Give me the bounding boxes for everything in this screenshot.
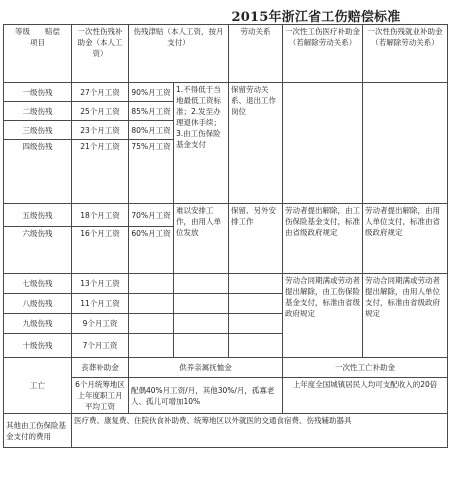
onetime-cell: 16个月工资 — [72, 227, 129, 274]
fund-value: 医疗费、康复费、住院伙食补助费、统筹地区以外就医的交通食宿费、伤残辅助器具 — [72, 414, 448, 448]
death-onetime-value: 上年度全国城镇居民人均可支配收入的20倍 — [283, 378, 448, 414]
allowance-empty — [129, 274, 174, 294]
allowance-empty — [129, 314, 174, 334]
grade-cell: 五级伤残 — [4, 204, 72, 227]
grade-cell: 四级伤残 — [4, 140, 72, 204]
funeral-header: 丧葬补助金 — [72, 358, 129, 378]
onetime-disability-header: 一次性伤残补助金（本人工资） — [72, 25, 129, 83]
onetime-cell: 11个月工资 — [72, 294, 129, 314]
grade-cell: 一级伤残 — [4, 83, 72, 102]
labor-empty — [229, 274, 283, 294]
allowance-note-empty — [174, 274, 229, 294]
allowance-note-1-4: 1.不得低于当地最低工资标准；2.发至办理退休手续；3.由工伤保险基金支付 — [174, 83, 229, 204]
employment-empty-1-4 — [363, 83, 448, 204]
dependents-value: 配偶40%月工资/月，其他30%/月，孤寡老人、孤儿可增加10% — [129, 378, 283, 414]
grade-cell: 六级伤残 — [4, 227, 72, 274]
death-onetime-header: 一次性工亡补助金 — [283, 358, 448, 378]
allowance-cell: 90%月工资 — [129, 83, 174, 102]
onetime-cell: 7个月工资 — [72, 334, 129, 358]
allowance-header: 伤残津贴（本人工资，按月支付） — [129, 25, 229, 83]
labor-note-1-4: 保留劳动关系、退出工作岗位 — [229, 83, 283, 204]
onetime-cell: 23个月工资 — [72, 121, 129, 140]
labor-relation-header: 劳动关系 — [229, 25, 283, 83]
compensation-table — [3, 24, 448, 448]
labor-empty — [229, 294, 283, 314]
allowance-cell: 75%月工资 — [129, 140, 174, 204]
onetime-cell: 27个月工资 — [72, 83, 129, 102]
labor-empty — [229, 334, 283, 358]
onetime-cell: 9个月工资 — [72, 314, 129, 334]
allowance-empty — [129, 334, 174, 358]
grade-cell: 二级伤残 — [4, 102, 72, 121]
allowance-note-5-6: 难以安排工作，由用人单位发放 — [174, 204, 229, 274]
allowance-cell: 70%月工资 — [129, 204, 174, 227]
onetime-cell: 25个月工资 — [72, 102, 129, 121]
grade-cell: 七级伤残 — [4, 274, 72, 294]
employment-note-7-10: 劳动合同期满或劳动者提出解除，由用人单位支付，标准由省级政府规定 — [363, 274, 448, 358]
allowance-note-empty — [174, 334, 229, 358]
labor-note-5-6: 保留、另外安排工作 — [229, 204, 283, 274]
fund-label: 其他由工伤保险基金支付的费用 — [4, 414, 72, 448]
allowance-cell: 80%月工资 — [129, 121, 174, 140]
employment-note-5-6: 劳动者提出解除，由用人单位支付，标准由省级政府规定 — [363, 204, 448, 274]
medical-empty-1-4 — [283, 83, 363, 204]
page-title: 2015年浙江省工伤赔偿标准 — [231, 10, 401, 25]
grade-header: 等级 赔偿 项目 — [4, 25, 72, 83]
funeral-value: 6个月统筹地区上年度职工月平均工资 — [72, 378, 129, 414]
allowance-cell: 60%月工资 — [129, 227, 174, 274]
allowance-note-empty — [174, 314, 229, 334]
employment-subsidy-header: 一次性伤残就业补助金（若解除劳动关系） — [363, 25, 448, 83]
medical-note-7-10: 劳动合同期满或劳动者提出解除，由工伤保险基金支付，标准由省级政府规定 — [283, 274, 363, 358]
medical-note-5-6: 劳动者提出解除，由工伤保险基金支付，标准由省级政府规定 — [283, 204, 363, 274]
onetime-cell: 18个月工资 — [72, 204, 129, 227]
dependents-header: 供养亲属抚恤金 — [129, 358, 283, 378]
medical-subsidy-header: 一次性工伤医疗补助金（若解除劳动关系） — [283, 25, 363, 83]
grade-cell: 九级伤残 — [4, 314, 72, 334]
grade-cell: 十级伤残 — [4, 334, 72, 358]
onetime-cell: 13个月工资 — [72, 274, 129, 294]
grade-cell: 三级伤残 — [4, 121, 72, 140]
allowance-empty — [129, 294, 174, 314]
labor-empty — [229, 314, 283, 334]
onetime-cell: 21个月工资 — [72, 140, 129, 204]
grade-cell: 八级伤残 — [4, 294, 72, 314]
death-label: 工亡 — [4, 358, 72, 414]
allowance-note-empty — [174, 294, 229, 314]
allowance-cell: 85%月工资 — [129, 102, 174, 121]
